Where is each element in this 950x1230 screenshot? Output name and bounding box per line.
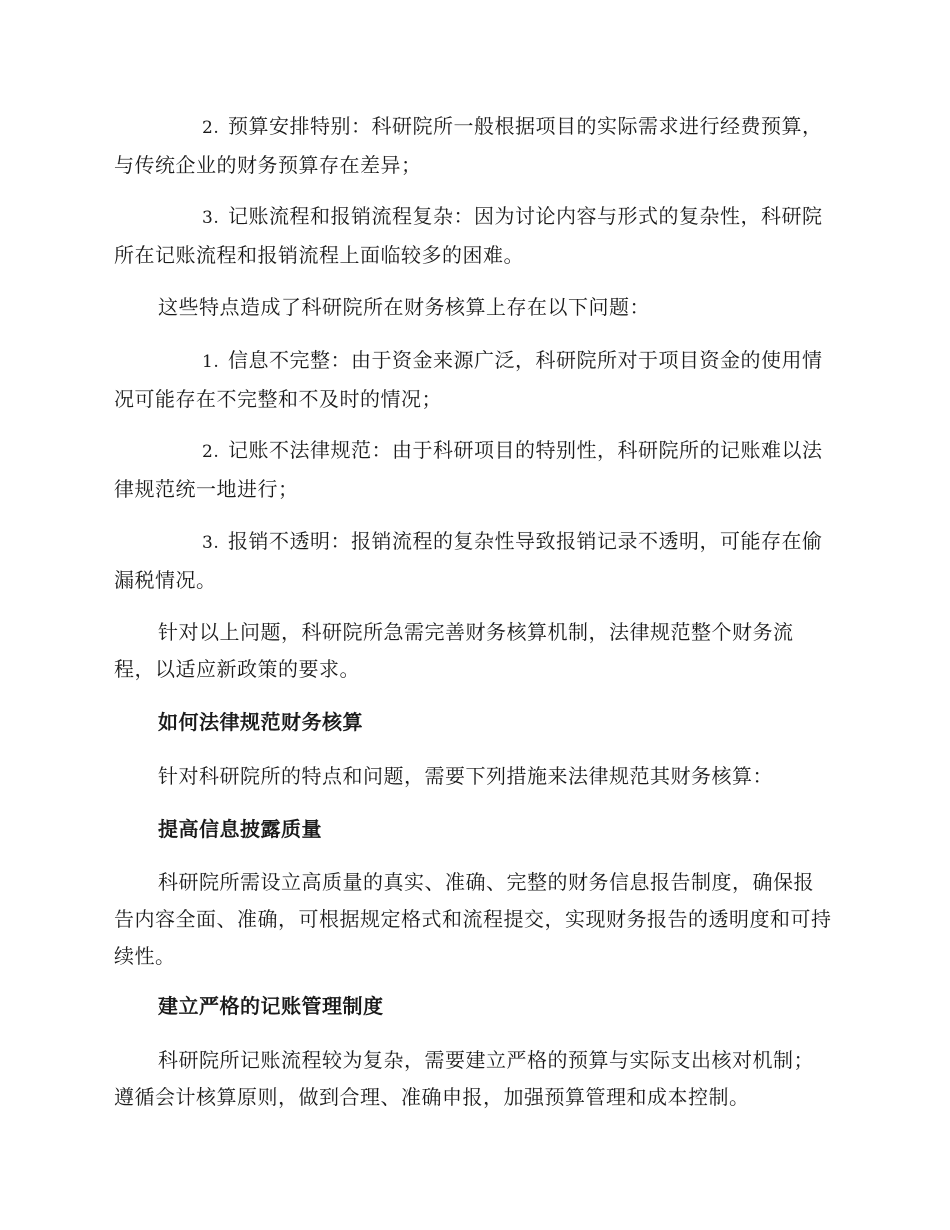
paragraph-disclosure: 科研院所需设立高质量的真实、准确、完整的财务信息报告制度，确保报告内容全面、准确，可根据规定格式和流程提交，实现财务报告的透明度和可持续性。: [114, 870, 832, 968]
list-item-reimbursement: [114, 523, 834, 599]
list-text: 预算安排特别：科研院所一般根据项目的实际需求进行经费预算，与传统企业的财务预算存在差异；: [114, 114, 823, 177]
paragraph-intro: 这些特点造成了科研院所在财务核算上存在以下问题：: [158, 295, 650, 319]
list-text: 报销不透明：报销流程的复杂性导致报销记录不透明，可能存在偷漏税情况。: [114, 529, 823, 592]
paragraph-measures: 针对科研院所的特点和问题，需要下列措施来法律规范其财务核算：: [158, 764, 773, 788]
list-text: 记账流程和报销流程复杂：因为讨论内容与形式的复杂性，科研院所在记账流程和报销流程上面临较多的困难。: [114, 204, 823, 267]
section-heading: 如何法律规范财务核算: [158, 710, 363, 734]
list-number: 1.: [202, 352, 220, 372]
paragraph-conclusion: 针对以上问题，科研院所急需完善财务核算机制，法律规范整个财务流程，以适应新政策的要求。: [114, 620, 794, 681]
list-item-bookkeeping: [114, 432, 834, 508]
list-item-process: [114, 198, 834, 274]
paragraph-bookkeeping: 科研院所记账流程较为复杂，需要建立严格的预算与实际支出核对机制；遵循会计核算原则，做到合理、准确申报，加强预算管理和成本控制。: [114, 1048, 814, 1109]
list-text: 信息不完整：由于资金来源广泛，科研院所对于项目资金的使用情况可能存在不完整和不及时的情况；: [114, 348, 823, 411]
list-item-budget: [114, 108, 834, 184]
section-heading: 建立严格的记账管理制度: [158, 994, 384, 1018]
list-item-incomplete-info: [114, 342, 834, 418]
section-heading: 提高信息披露质量: [158, 817, 322, 841]
list-text: 记账不法律规范：由于科研项目的特别性，科研院所的记账难以法律规范统一地进行；: [114, 438, 823, 501]
list-number: 3.: [202, 533, 220, 553]
list-number: 3.: [202, 208, 220, 228]
list-number: 2.: [202, 442, 220, 462]
list-number: 2.: [202, 118, 220, 138]
